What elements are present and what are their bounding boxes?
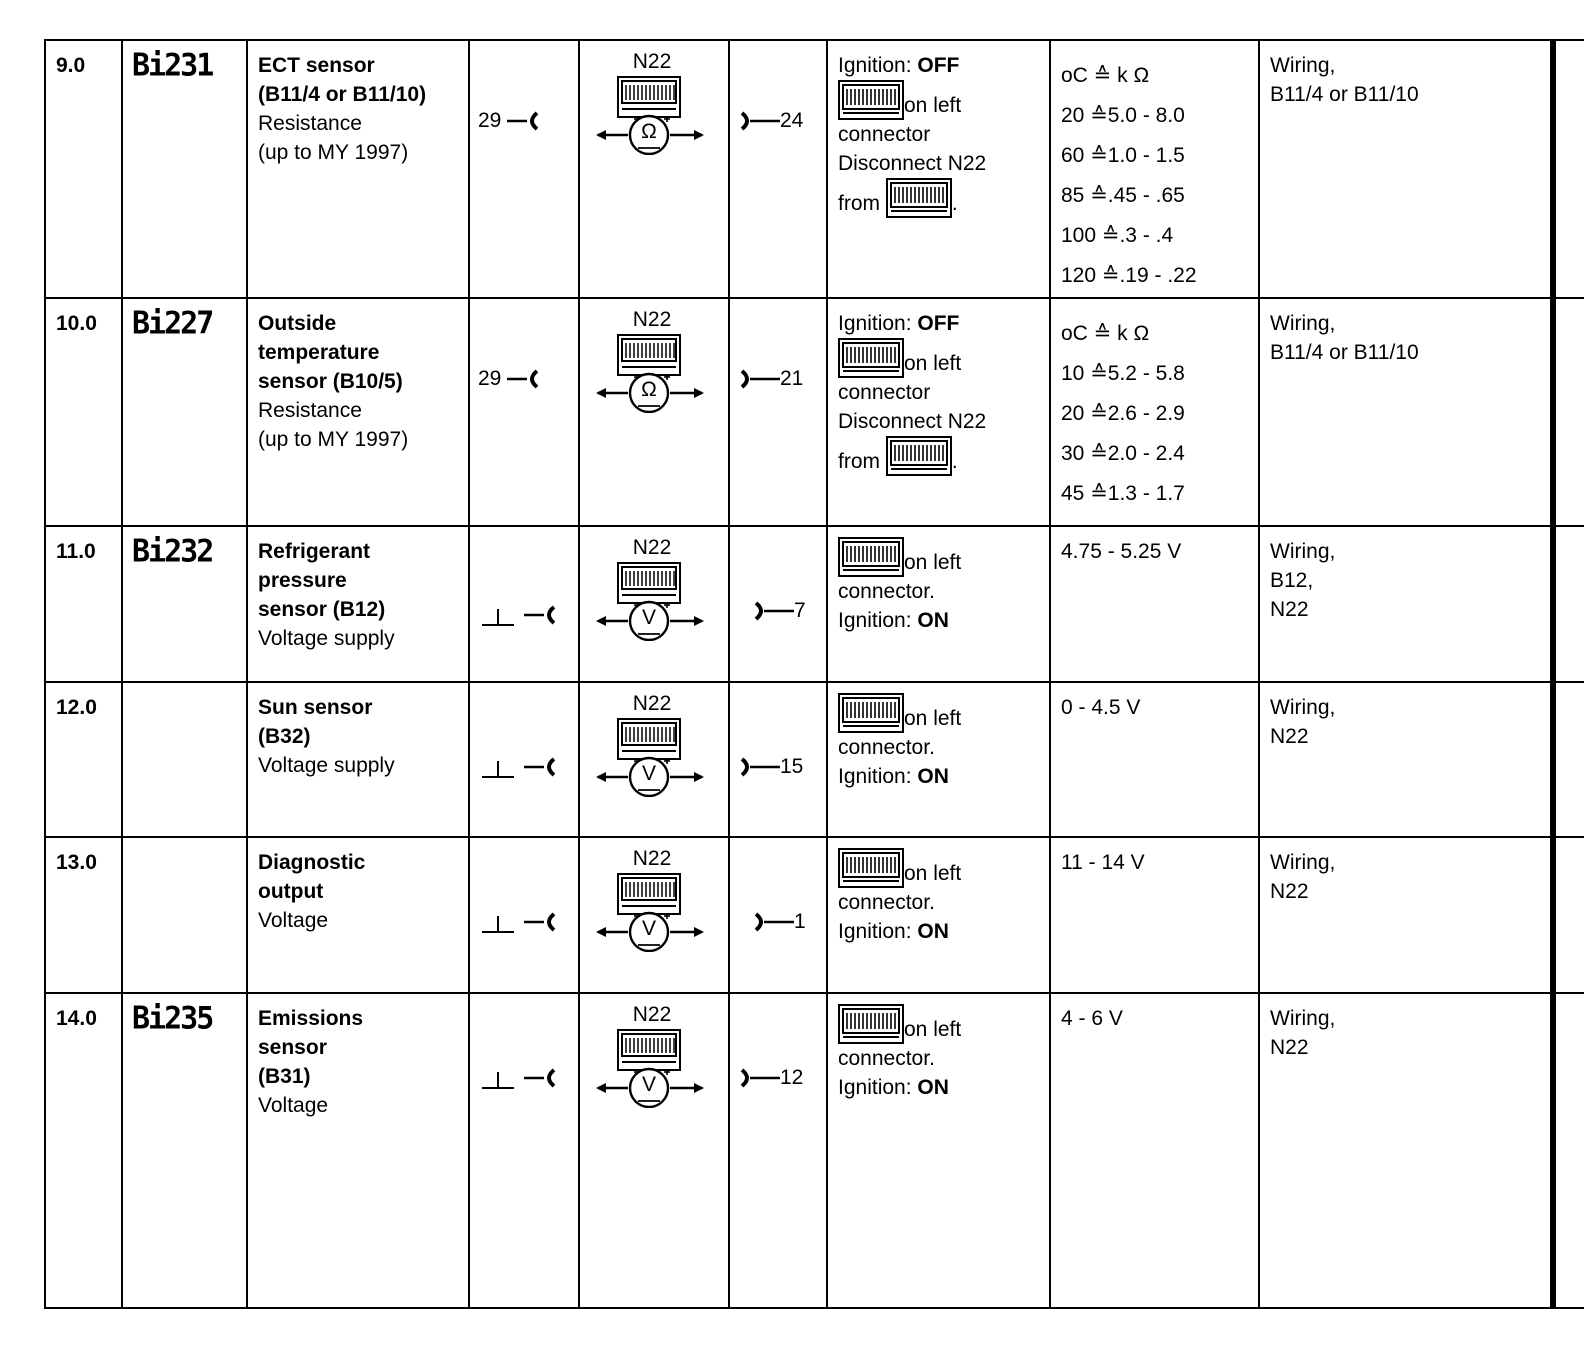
connector-condition xyxy=(838,537,1048,577)
disconnect-instruction xyxy=(838,149,1048,178)
left-pin-number: 29 xyxy=(478,109,502,132)
connector-condition xyxy=(838,80,1048,120)
meter-label: N22 xyxy=(632,847,672,870)
right-pin-number: 24 xyxy=(780,109,804,132)
right-pin xyxy=(740,107,803,135)
disconnect-text: Disconnect N22 xyxy=(838,410,987,433)
connector-label: connector xyxy=(838,123,931,146)
test-step-number: 12.0 xyxy=(56,696,97,719)
cause-text: N22 xyxy=(1270,880,1309,903)
test-step-number: 11.0 xyxy=(56,540,96,563)
possible-cause xyxy=(1260,527,1540,624)
left-pin xyxy=(478,365,541,393)
meter-label: N22 xyxy=(632,692,672,715)
test-conditions xyxy=(828,683,1048,791)
component-name: sensor xyxy=(258,1036,327,1059)
ground-pin xyxy=(480,753,564,781)
nominal-value xyxy=(1051,51,1251,301)
ignition-condition xyxy=(838,762,1048,791)
ignition-condition xyxy=(838,606,1048,635)
connector-condition xyxy=(838,338,1048,378)
meter-symbol: V xyxy=(641,762,656,785)
meter-symbol: V xyxy=(641,1073,656,1096)
connector-side: on left xyxy=(904,352,962,375)
component-name: pressure xyxy=(258,569,347,592)
connector-side: on left xyxy=(904,1018,962,1041)
connector-word xyxy=(838,1044,1048,1073)
ignition-label: Ignition: xyxy=(838,920,918,943)
right-pin xyxy=(740,1064,803,1092)
left-pin-number: 29 xyxy=(478,367,502,390)
disconnect-instruction xyxy=(838,407,1048,436)
socket-icon xyxy=(507,107,541,135)
possible-cause xyxy=(1260,299,1540,367)
ignition-label: Ignition: xyxy=(838,1076,918,1099)
measurement-type: Resistance xyxy=(258,112,362,135)
cause-text: Wiring, xyxy=(1270,312,1336,335)
measurement-type: Voltage supply xyxy=(258,754,395,777)
measurement-type: Voltage supply xyxy=(258,627,395,650)
right-pin-number: 15 xyxy=(780,755,804,778)
test-conditions xyxy=(828,41,1048,218)
ignition-condition xyxy=(838,917,1048,946)
spec-value: 4.75 - 5.25 V xyxy=(1061,540,1182,563)
plug-icon xyxy=(754,597,794,625)
from-text: from xyxy=(838,450,886,473)
test-conditions xyxy=(828,527,1048,635)
component-name: (B32) xyxy=(258,725,311,748)
right-pin-number: 1 xyxy=(794,910,806,933)
cause-text: N22 xyxy=(1270,725,1309,748)
spec-value: 120 ≙.19 - .22 xyxy=(1061,264,1197,287)
connector-word xyxy=(838,120,1048,149)
component-description xyxy=(248,527,463,653)
connector-side: on left xyxy=(904,707,962,730)
multimeter-icon xyxy=(594,1004,710,1108)
nominal-value xyxy=(1051,683,1251,722)
component-description xyxy=(248,994,463,1120)
test-step-number: 13.0 xyxy=(56,851,97,874)
spec-value: 4 - 6 V xyxy=(1061,1007,1123,1030)
disconnect-text: Disconnect N22 xyxy=(838,152,987,175)
period: . xyxy=(951,450,958,473)
component-name: (B11/4 or B11/10) xyxy=(258,83,427,106)
test-conditions xyxy=(828,299,1048,476)
connector-side: on left xyxy=(904,551,962,574)
component-name: output xyxy=(258,880,324,903)
multimeter-icon xyxy=(594,537,710,641)
nominal-value xyxy=(1051,309,1251,519)
cause-text: B11/4 or B11/10 xyxy=(1270,341,1419,364)
right-pin xyxy=(740,753,803,781)
multimeter-icon xyxy=(594,693,710,797)
ground-pin xyxy=(480,601,564,629)
component-name: ECT sensor xyxy=(258,54,375,77)
connector-label: connector xyxy=(838,381,931,404)
connector-label: connector. xyxy=(838,891,935,914)
from-connector xyxy=(838,178,1048,218)
connector-icon xyxy=(838,693,904,733)
ignition-state: OFF xyxy=(917,312,960,335)
period: . xyxy=(951,192,958,215)
ignition-state: ON xyxy=(917,1076,949,1099)
measurement-type: (up to MY 1997) xyxy=(258,141,409,164)
connector-icon xyxy=(886,178,952,218)
meter-graphic xyxy=(594,561,710,641)
nominal-value xyxy=(1051,527,1251,566)
measurement-type: Resistance xyxy=(258,399,362,422)
spec-value: 20 ≙5.0 - 8.0 xyxy=(1061,104,1185,127)
cause-text: Wiring, xyxy=(1270,54,1336,77)
possible-cause xyxy=(1260,838,1540,906)
measurement-type: Voltage xyxy=(258,1094,329,1117)
connector-word xyxy=(838,378,1048,407)
connector-label: connector. xyxy=(838,580,935,603)
cause-text: N22 xyxy=(1270,598,1309,621)
component-name: Emissions xyxy=(258,1007,364,1030)
meter-symbol: V xyxy=(641,606,656,629)
test-step-number: 10.0 xyxy=(56,312,97,335)
connector-word xyxy=(838,577,1048,606)
fault-code: Bi235 xyxy=(132,1000,213,1037)
component-description xyxy=(248,41,463,167)
ground-pin xyxy=(480,1064,564,1092)
component-name: temperature xyxy=(258,341,380,364)
meter-graphic xyxy=(594,333,710,413)
right-pin xyxy=(740,365,803,393)
nominal-value xyxy=(1051,838,1251,877)
fault-code: Bi232 xyxy=(132,533,213,570)
spec-value: oC ≙ k Ω xyxy=(1061,322,1150,345)
meter-graphic xyxy=(594,717,710,797)
component-name: sensor (B12) xyxy=(258,598,386,621)
connector-word xyxy=(838,733,1048,762)
spec-value: 0 - 4.5 V xyxy=(1061,696,1141,719)
fault-code: Bi231 xyxy=(132,47,213,84)
cause-text: N22 xyxy=(1270,1036,1309,1059)
ground-socket-icon xyxy=(480,1064,564,1092)
cause-text: B12, xyxy=(1270,569,1314,592)
possible-cause xyxy=(1260,41,1540,109)
cause-text: Wiring, xyxy=(1270,540,1336,563)
meter-symbol: V xyxy=(641,917,656,940)
meter-graphic xyxy=(594,75,710,155)
ignition-condition xyxy=(838,309,1048,338)
ignition-state: ON xyxy=(917,920,949,943)
component-name: Refrigerant xyxy=(258,540,371,563)
plug-icon xyxy=(740,365,780,393)
connector-icon xyxy=(838,338,904,378)
connector-condition xyxy=(838,693,1048,733)
spec-value: 60 ≙1.0 - 1.5 xyxy=(1061,144,1185,167)
fault-code: Bi227 xyxy=(132,305,213,342)
ignition-label: Ignition: xyxy=(838,609,918,632)
multimeter-icon xyxy=(594,51,710,155)
connector-condition xyxy=(838,848,1048,888)
measurement-type: (up to MY 1997) xyxy=(258,428,409,451)
right-pin xyxy=(754,597,806,625)
spec-value: oC ≙ k Ω xyxy=(1061,64,1150,87)
spec-value: 100 ≙.3 - .4 xyxy=(1061,224,1174,247)
multimeter-icon xyxy=(594,309,710,413)
component-name: (B31) xyxy=(258,1065,311,1088)
cause-text: Wiring, xyxy=(1270,696,1336,719)
cause-text: Wiring, xyxy=(1270,1007,1336,1030)
from-connector xyxy=(838,436,1048,476)
connector-icon xyxy=(838,537,904,577)
ground-socket-icon xyxy=(480,753,564,781)
right-pin-number: 7 xyxy=(794,599,806,622)
measurement-type: Voltage xyxy=(258,909,329,932)
possible-cause xyxy=(1260,683,1540,751)
nominal-value xyxy=(1051,994,1251,1033)
ignition-label: Ignition: xyxy=(838,312,918,335)
component-description xyxy=(248,683,463,780)
socket-icon xyxy=(507,365,541,393)
cause-text: B11/4 or B11/10 xyxy=(1270,83,1419,106)
meter-label: N22 xyxy=(632,536,672,559)
spec-value: 11 - 14 V xyxy=(1061,851,1145,874)
connector-condition xyxy=(838,1004,1048,1044)
connector-icon xyxy=(886,436,952,476)
meter-graphic xyxy=(594,872,710,952)
ground-pin xyxy=(480,908,564,936)
component-name: Diagnostic xyxy=(258,851,366,874)
ignition-condition xyxy=(838,51,1048,80)
component-name: Outside xyxy=(258,312,337,335)
test-conditions xyxy=(828,838,1048,946)
ignition-state: ON xyxy=(917,765,949,788)
ground-socket-icon xyxy=(480,908,564,936)
connector-label: connector. xyxy=(838,1047,935,1070)
ignition-state: OFF xyxy=(917,54,960,77)
spec-value: 45 ≙1.3 - 1.7 xyxy=(1061,482,1185,505)
component-description xyxy=(248,838,463,935)
possible-cause xyxy=(1260,994,1540,1062)
ignition-label: Ignition: xyxy=(838,54,918,77)
component-name: Sun sensor xyxy=(258,696,373,719)
spec-value: 30 ≙2.0 - 2.4 xyxy=(1061,442,1185,465)
connector-label: connector. xyxy=(838,736,935,759)
ground-socket-icon xyxy=(480,601,564,629)
meter-label: N22 xyxy=(632,1003,672,1026)
connector-icon xyxy=(838,1004,904,1044)
spec-value: 85 ≙.45 - .65 xyxy=(1061,184,1185,207)
cause-text: Wiring, xyxy=(1270,851,1336,874)
plug-icon xyxy=(740,1064,780,1092)
test-step-number: 9.0 xyxy=(56,54,86,77)
meter-graphic xyxy=(594,1028,710,1108)
right-pin-number: 12 xyxy=(780,1066,804,1089)
test-step-number: 14.0 xyxy=(56,1007,97,1030)
spec-value: 10 ≙5.2 - 5.8 xyxy=(1061,362,1185,385)
ignition-label: Ignition: xyxy=(838,765,918,788)
plug-icon xyxy=(740,107,780,135)
meter-symbol: Ω xyxy=(641,120,657,143)
right-pin-number: 21 xyxy=(780,367,804,390)
connector-icon xyxy=(838,80,904,120)
ignition-condition xyxy=(838,1073,1048,1102)
meter-label: N22 xyxy=(632,308,672,331)
meter-symbol: Ω xyxy=(641,378,657,401)
connector-side: on left xyxy=(904,862,962,885)
test-conditions xyxy=(828,994,1048,1102)
plug-icon xyxy=(754,908,794,936)
component-name: sensor (B10/5) xyxy=(258,370,403,393)
left-pin xyxy=(478,107,541,135)
right-pin xyxy=(754,908,806,936)
spec-value: 20 ≙2.6 - 2.9 xyxy=(1061,402,1185,425)
from-text: from xyxy=(838,192,886,215)
component-description xyxy=(248,299,463,454)
multimeter-icon xyxy=(594,848,710,952)
connector-icon xyxy=(838,848,904,888)
plug-icon xyxy=(740,753,780,781)
connector-side: on left xyxy=(904,94,962,117)
meter-label: N22 xyxy=(632,50,672,73)
connector-word xyxy=(838,888,1048,917)
ignition-state: ON xyxy=(917,609,949,632)
